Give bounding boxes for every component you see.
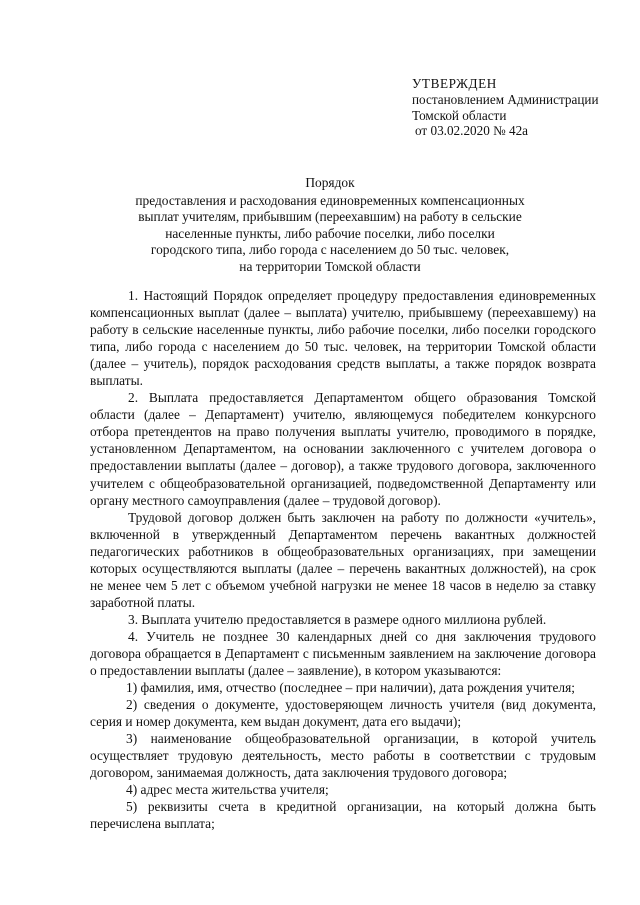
title-line: населенные пункты, либо рабочие поселки, либо поселки xyxy=(165,225,495,241)
title-word: Порядок xyxy=(305,175,355,190)
paragraph-1: 1. Настоящий Порядок определяет процедуру предоставления единовременных компенсационных выплат (далее – выплата) учителю, прибывшему (переехавшему) на работу в сельские населенные пункты, либо рабочие поселки, либо поселки городского типа, либо города с населением до 50 тыс. человек, на территории Томской области (далее – учитель), порядок расходования средств выплаты, а также порядок возврата выплаты. xyxy=(90,288,596,389)
list-item-2: 2) сведения о документе, удостоверяющем личность учителя (вид документа, серия и номер документа, кем выдан документ, дата его выдачи); xyxy=(90,697,596,730)
title-line: предоставления и расходования единовременных компенсационных xyxy=(135,192,525,208)
approval-line: постановлением Администрации xyxy=(412,91,599,107)
paragraph-2: 2. Выплата предоставляется Департаментом общего образования Томской области (далее – Департамент) учителю, являющемуся победителем конкурсного отбора претендентов на право получения выплаты учителю, проводимого в порядке, установленном Департаментом, на основании заключенного с учителем договора о предоставлении выплаты (далее – договор), а также трудового договора, заключенного учителем с общеобразовательной организацией, подведомственной Департаменту или органу местного самоуправления (далее – трудовой договор). xyxy=(90,390,596,508)
approval-date: от 03.02.2020 № 42а xyxy=(415,123,529,139)
list-item-5: 5) реквизиты счета в кредитной организации, на который должна быть перечислена выплата; xyxy=(90,799,596,832)
list-item-3: 3) наименование общеобразовательной организации, в которой учитель осуществляет трудовую деятельность, место работы в соответствии с трудовым договором, занимаемая должность, дата заключения трудового договора; xyxy=(90,731,596,781)
paragraph-4: 4. Учитель не позднее 30 календарных дней со дня заключения трудового договора обращается в Департамент с письменным заявлением на заключение договора о предоставлении выплаты (далее – заявление), в котором указываются: xyxy=(90,628,596,679)
approval-line: Томской области xyxy=(412,107,507,123)
paragraph-2-cont: Трудовой договор должен быть заключен на работу по должности «учитель», включенной в утвержденный Департаментом перечень вакантных должностей педагогических работников в общеобразовательных организациях, при замещении которых осуществляются выплаты (далее – перечень вакантных должностей), на срок не менее чем 5 лет с объемом учебной нагрузки не менее 18 часов в неделю за ставку заработной платы. xyxy=(90,509,596,610)
list-item-4: 4) адрес места жительства учителя; xyxy=(126,782,329,798)
document-body xyxy=(90,287,596,833)
title-line: выплат учителям, прибывшим (переехавшим) на работу в сельские xyxy=(138,209,522,225)
list-item-1: 1) фамилия, имя, отчество (последнее – при наличии), дата рождения учителя; xyxy=(126,680,575,696)
approval-stamp xyxy=(412,76,599,139)
title-line: городского типа, либо города с населением до 50 тыс. человек, xyxy=(150,242,510,258)
document-title xyxy=(60,175,600,276)
paragraph-3: 3. Выплата учителю предоставляется в размере одного миллиона рублей. xyxy=(128,611,547,627)
title-line: на территории Томской области xyxy=(239,258,421,274)
approval-title: УТВЕРЖДЕН xyxy=(412,76,497,91)
